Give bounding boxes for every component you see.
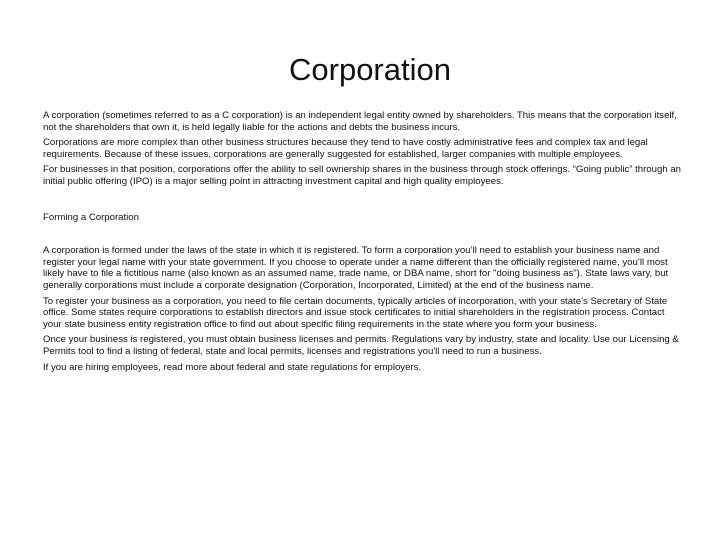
intro-paragraph-2: Corporations are more complex than other business structures because they tend to have costly administrative fees and complex tax and legal requirements. Because of these issues, corporations are generally suggested for established, larger companies with multiple employees.: [43, 137, 648, 160]
spacer: [43, 223, 683, 245]
slide-body: [43, 110, 683, 377]
section-paragraph-2: To register your business as a corporation, you need to file certain documents, typically articles of incorporation, with your state’s Secretary of State office. Some states require corporations to establish directors and issue stock certificates to initial shareholders in the registration process. Contact your state business entity registration office to find out about specific filing requirements in the state where you form your business.: [43, 295, 668, 330]
intro-paragraph-3: For businesses in that position, corporations offer the ability to sell ownership shares in the business through stock offerings. “Going public” through an initial public offering (IPO) is a major selling point in attracting investment capital and high quality employees.: [43, 164, 681, 187]
section-heading: Forming a Corporation: [43, 211, 139, 223]
section-paragraph-3: Once your business is registered, you must obtain business licenses and permits. Regulations vary by industry, state and locality. Use our Licensing & Permits tool to find a listing of federal, state and local permits, licenses and registrations you'll need to run a business.: [43, 334, 679, 357]
slide-title: Corporation: [289, 52, 451, 87]
spacer: [43, 192, 683, 212]
section-paragraph-4: If you are hiring employees, read more about federal and state regulations for employers.: [43, 361, 422, 373]
section-paragraph-1: A corporation is formed under the laws of the state in which it is registered. To form a corporation you’ll need to establish your business name and register your legal name with your state government. If you choose to operate under a name different than the officially registered name, you’ll most likely have to file a fictitious name (also known as an assumed name, trade name, or DBA name, short for "doing business as"). State laws vary, but generally corporations must include a corporate designation (Corporation, Incorporated, Limited) at the end of the business name.: [43, 245, 669, 291]
intro-paragraph-1: A corporation (sometimes referred to as a C corporation) is an independent legal entity owned by shareholders. This means that the corporation itself, not the shareholders that own it, is held legally liable for the actions and debts the business incurs.: [43, 110, 677, 133]
